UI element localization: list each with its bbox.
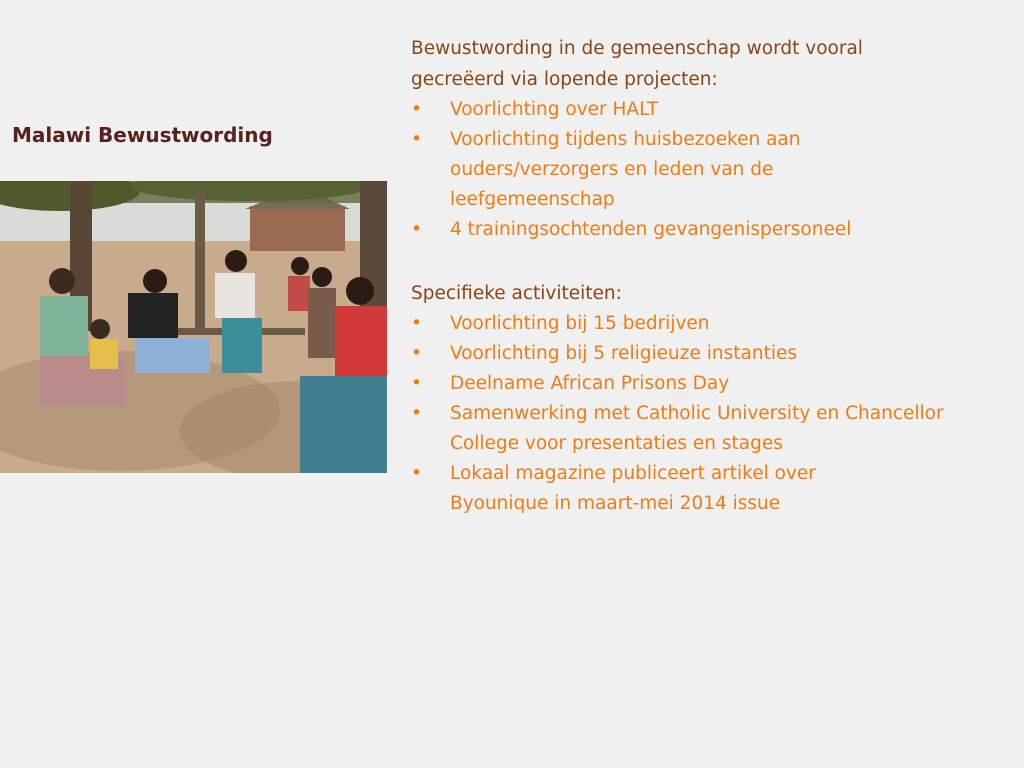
list-item <box>411 309 991 339</box>
bullet-icon: • <box>411 463 422 485</box>
list-item <box>411 215 991 245</box>
slide-title: Malawi Bewustwording <box>12 123 273 147</box>
list-item <box>411 399 991 459</box>
bullet-text: Voorlichting over HALT <box>450 99 659 121</box>
activity-bullet-list <box>411 309 991 519</box>
content-area <box>411 34 991 519</box>
bullet-text: Deelname African Prisons Day <box>450 373 730 395</box>
spacer <box>411 245 991 279</box>
bullet-icon: • <box>411 218 422 240</box>
bullet-icon: • <box>411 373 422 395</box>
list-item <box>411 369 991 399</box>
bullet-icon: • <box>411 129 422 150</box>
bullet-icon: • <box>411 343 422 365</box>
village-photo <box>0 181 387 473</box>
list-item <box>411 459 991 519</box>
bullet-text: Voorlichting bij 5 religieuze instanties <box>450 343 797 365</box>
bullet-text: Lokaal magazine publiceert artikel over Byounique in maart-mei 2014 issue <box>450 463 816 515</box>
village-photo-illustration <box>0 181 387 473</box>
list-item <box>411 125 991 215</box>
bullet-text: Voorlichting bij 15 bedrijven <box>450 313 710 335</box>
intro-line-1: Bewustwording in de gemeenschap wordt vooral <box>411 38 863 59</box>
intro-line-2: gecreëerd via lopende projecten: <box>411 68 718 90</box>
list-item <box>411 95 991 125</box>
project-bullet-list <box>411 95 991 245</box>
bullet-icon: • <box>411 99 422 121</box>
list-item <box>411 339 991 369</box>
bullet-icon: • <box>411 313 422 335</box>
section-heading: Specifieke activiteiten: <box>411 282 622 304</box>
bullet-text: Samenwerking met Catholic University en Chancellor College voor presentaties en stages <box>450 403 944 455</box>
bullet-text: 4 trainingsochtenden gevangenispersoneel <box>450 218 852 240</box>
bullet-icon: • <box>411 403 422 425</box>
bullet-text: Voorlichting tijdens huisbezoeken aan ouders/verzorgers en leden van de leefgemeenschap <box>450 129 801 210</box>
